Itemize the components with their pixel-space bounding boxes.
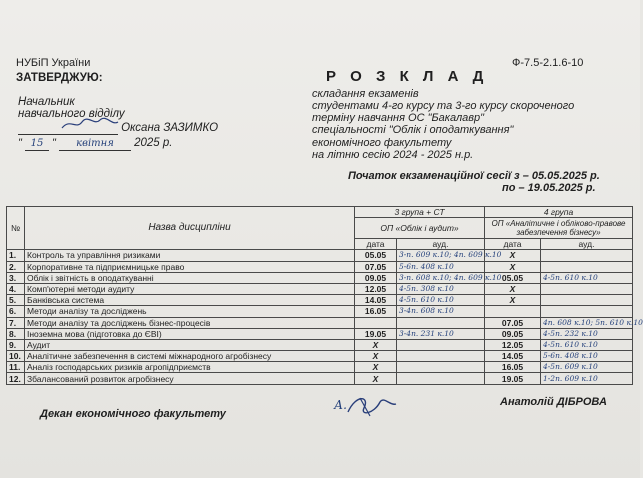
group3-room <box>397 362 485 373</box>
approver-position-line1: Начальник <box>18 96 75 108</box>
university-name: НУБіП України <box>16 57 91 69</box>
group4-date: X <box>485 261 541 272</box>
g4-room-header: ауд. <box>541 239 633 250</box>
group4-room: 4-5п. 232 к.10 <box>541 328 633 339</box>
group3-date: 09.05 <box>355 272 397 283</box>
form-code: Ф-7.5-2.1.6-10 <box>512 57 584 69</box>
table-row <box>7 317 633 328</box>
group4-room: 4-5п. 609 к.10 <box>541 362 633 373</box>
approver-position-line2: навчального відділу <box>18 108 125 120</box>
approver-name: Оксана ЗАЗИМКО <box>121 122 219 134</box>
group3-room: 5-6п. 408 к.10 <box>397 261 485 272</box>
discipline-name: Аналіз господарських ризиків агропідприємств <box>25 362 355 373</box>
group3-room <box>397 373 485 384</box>
g4-date-header: дата <box>485 239 541 250</box>
group3-room: 3-п. 608 к.10; 4п. 609 к.10 <box>397 272 485 283</box>
group3-room: 3-4п. 608 к.10 <box>397 306 485 317</box>
discipline-name: Облік і звітність в оподаткуванні <box>25 272 355 283</box>
group4-date: 16.05 <box>485 362 541 373</box>
group3-room: 3-4п. 231 к.10 <box>397 328 485 339</box>
group4-date: 05.05 <box>485 272 541 283</box>
subtitle-line-4: спеціальності "Облік і оподаткування" <box>312 124 514 136</box>
group4-room <box>541 261 633 272</box>
group4-header: 4 група <box>485 207 633 218</box>
exam-schedule-table <box>6 206 643 385</box>
group3-room <box>397 339 485 350</box>
row-number: 9. <box>7 339 25 350</box>
discipline-name: Аудит <box>25 339 355 350</box>
group3-room: 3-п. 609 к.10; 4п. 609 к.10 <box>397 250 485 261</box>
discipline-name: Контроль та управління ризиками <box>25 250 355 261</box>
table-row <box>7 261 633 272</box>
discipline-name: Збалансований розвиток агробізнесу <box>25 373 355 384</box>
row-number: 3. <box>7 272 25 283</box>
group4-room <box>541 306 633 317</box>
group3-date: X <box>355 362 397 373</box>
dean-signature <box>330 392 400 427</box>
group4-room <box>541 295 633 306</box>
subtitle-line-1: складання екзаменів <box>312 88 419 100</box>
date-quote-open: " <box>18 137 22 149</box>
session-end: по – 19.05.2025 р. <box>502 182 596 194</box>
approve-label: ЗАТВЕРДЖУЮ: <box>16 72 103 84</box>
table-row <box>7 362 633 373</box>
group4-date: X <box>485 295 541 306</box>
approver-signature-line <box>18 122 218 135</box>
group4-date: X <box>485 250 541 261</box>
approver-signature <box>18 122 118 135</box>
group4-room: 1-2п. 609 к.10 <box>541 373 633 384</box>
group3-date <box>355 317 397 328</box>
date-quote-close: " <box>52 137 56 149</box>
group4-room: 5-6п. 408 к.10 <box>541 351 633 362</box>
table-row <box>7 339 633 350</box>
dean-name: Анатолій ДІБРОВА <box>500 396 607 408</box>
approver-signature-mark <box>60 116 120 132</box>
row-number: 5. <box>7 295 25 306</box>
row-number: 6. <box>7 306 25 317</box>
group4-room: 4-5п. 610 к.10 <box>541 272 633 283</box>
discipline-name: Іноземна мова (підготовка до ЄВІ) <box>25 328 355 339</box>
g3-date-header: дата <box>355 239 397 250</box>
g3-room-header: ауд. <box>397 239 485 250</box>
group4-date: 14.05 <box>485 351 541 362</box>
group4-date: 12.05 <box>485 339 541 350</box>
discipline-name: Аналітичне забезпечення в системі міжнародного агробізнесу <box>25 351 355 362</box>
dean-title: Декан економічного факультету <box>40 408 226 420</box>
row-number: 4. <box>7 283 25 294</box>
approval-month: квітня <box>59 137 131 151</box>
subtitle-line-2: студентами 4-го курсу та 3-го курсу скороченого <box>312 100 575 112</box>
group3-room: 4-5п. 308 к.10 <box>397 283 485 294</box>
col-number-header: № <box>7 207 25 250</box>
group3-date: 07.05 <box>355 261 397 272</box>
group4-room <box>541 250 633 261</box>
group3-date: X <box>355 339 397 350</box>
group3-date: 12.05 <box>355 283 397 294</box>
subtitle-line-3: терміну навчання ОС "Бакалавр" <box>312 112 485 124</box>
discipline-name: Методи аналізу та досліджень <box>25 306 355 317</box>
row-number: 7. <box>7 317 25 328</box>
row-number: 10. <box>7 351 25 362</box>
row-number: 1. <box>7 250 25 261</box>
subtitle-line-5: економічного факультету <box>312 137 452 149</box>
group3-date: X <box>355 373 397 384</box>
table-row <box>7 373 633 384</box>
group4-date <box>485 306 541 317</box>
group4-date: 07.05 <box>485 317 541 328</box>
approval-year: 2025 р. <box>134 137 173 149</box>
dean-signature-initial: А. <box>334 398 347 412</box>
group4-date: X <box>485 283 541 294</box>
group3-room: 4-5п. 610 к.10 <box>397 295 485 306</box>
group3-date: 05.05 <box>355 250 397 261</box>
col-discipline-header: Назва дисципліни <box>25 207 355 250</box>
group4-room: 4п. 608 к.10; 5п. 610 к.10 <box>541 317 633 328</box>
group3-room <box>397 317 485 328</box>
program4-header: ОП «Аналітичне і обліково-правове забезпечення бізнесу» <box>485 218 633 239</box>
row-number: 11. <box>7 362 25 373</box>
table-row <box>7 295 633 306</box>
table-row <box>7 272 633 283</box>
approval-date <box>18 137 172 151</box>
table-row <box>7 328 633 339</box>
group3-date: X <box>355 351 397 362</box>
discipline-name: Корпоративне та підприємницьке право <box>25 261 355 272</box>
group4-date: 09.05 <box>485 328 541 339</box>
approval-day: 15 <box>25 137 49 151</box>
group3-date: 19.05 <box>355 328 397 339</box>
group3-room <box>397 351 485 362</box>
table-row <box>7 351 633 362</box>
group3-date: 14.05 <box>355 295 397 306</box>
discipline-name: Банківська система <box>25 295 355 306</box>
table-row <box>7 306 633 317</box>
row-number: 2. <box>7 261 25 272</box>
group4-room <box>541 283 633 294</box>
row-number: 12. <box>7 373 25 384</box>
session-start: Початок екзаменаційної сесії з – 05.05.2025 р. <box>348 170 600 182</box>
document-title: Р О З К Л А Д <box>326 68 489 85</box>
group4-date: 19.05 <box>485 373 541 384</box>
discipline-name: Комп'ютерні методи аудиту <box>25 283 355 294</box>
group4-room: 4-5п. 610 к.10 <box>541 339 633 350</box>
table-row <box>7 250 633 261</box>
subtitle-line-6: на літню сесію 2024 - 2025 н.р. <box>312 149 474 161</box>
table-row <box>7 283 633 294</box>
row-number: 8. <box>7 328 25 339</box>
program3-header: ОП «Облік і аудит» <box>355 218 485 239</box>
group3-header: 3 група + СТ <box>355 207 485 218</box>
group3-date: 16.05 <box>355 306 397 317</box>
table-header-row-1 <box>7 207 633 218</box>
discipline-name: Методи аналізу та досліджень бізнес-процесів <box>25 317 355 328</box>
